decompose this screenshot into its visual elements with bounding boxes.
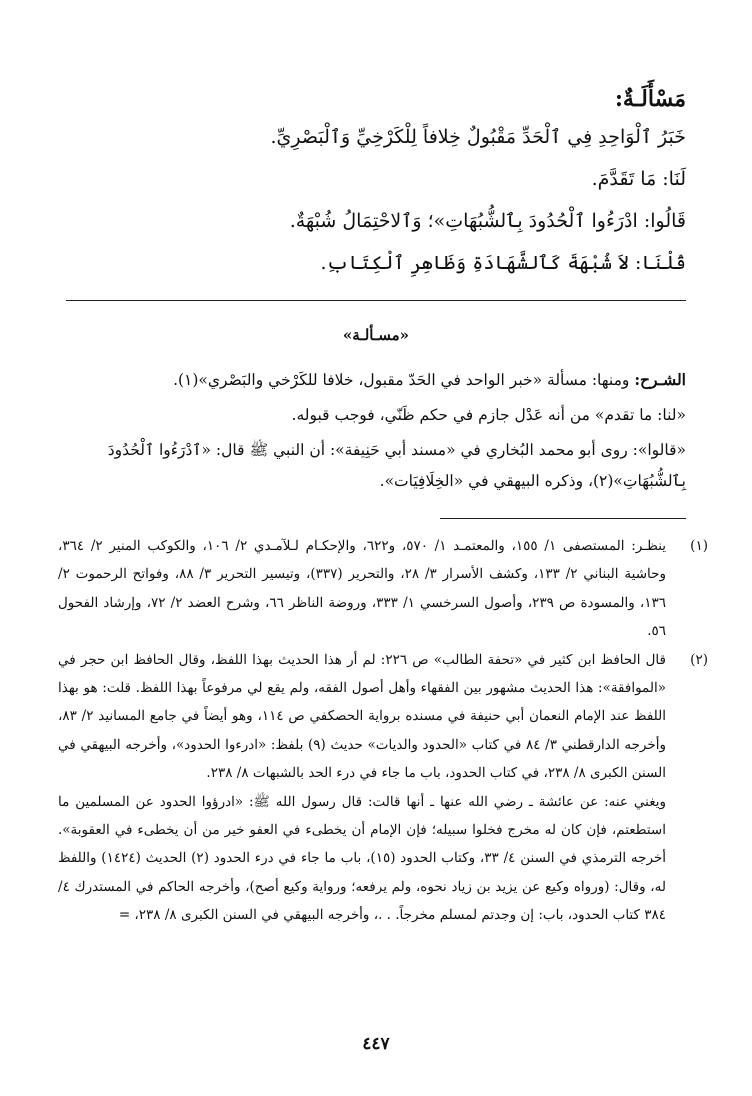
- page-number: ٤٤٧: [362, 1034, 390, 1054]
- sharh-text: «قالوا»: روى أبو محمد البُخاري في «مسند أبي حَنِيفة»: أن النبي ﷺ قال: «ٱدْرَءُوا ٱلْحُدُودَ بِٱلشُّبُهَاتِ»(٢)، وذكره البيهقي في «الخِلَافِيَات».: [107, 441, 686, 490]
- sharh-text: «لنا: ما تقدم» من أنه عَدْل جازم في حكم ظَنّي، فوجب قبوله.: [291, 406, 686, 424]
- matn-divider: [66, 300, 686, 301]
- sharh-paragraph: [66, 400, 686, 431]
- sharh-text: ومنها: مسألة «خبر الواحد في الحَدّ مقبول، خلافا للكَرْخي والبَصْري»(١).: [173, 371, 635, 389]
- footnote-text: ينظـر: المستصفى ١/ ١٥٥، والمعتمـد ١/ ٥٧٠، و٦٢٢، والإحكـام لـلآمـدي ٢/ ١٠٦، والكوكب المنير ٢/ ٣٦٤، وحاشية البناني ٢/ ١٣٣، وكشف الأسرار ٣/ ٢٨، والتحرير (٣٣٧)، وتيسير التحرير ٣/ ٨٨، وفواتح الرحموت ٢/ ١٣٦، والمسودة ص ٢٣٩، وأصول السرخسي ١/ ٣٣٣، وروضة الناظر ٦٦، وشرح العضد ٢/ ٧٢، وإرشاد الفحول ٥٦.: [58, 538, 667, 640]
- footnote-body: [58, 646, 666, 930]
- footnotes: [58, 532, 708, 930]
- footnote-text: ويغني عنه: عن عائشة ـ رضي الله عنها ـ أنها قالت: قال رسول الله ﷺ: «ادرؤوا الحدود عن المسلمين ما استطعتم، فإن كان له مخرج فخلوا سبيله؛ فإن الإمام أن يخطىء في العفو خير من أن يخطىء في العقوبة». أخرجه الترمذي في السنن ٤/ ٣٣، وكتاب الحدود (١٥)، باب ما جاء في درء الحدود (٢) الحديث (١٤٢٤) واللفظ له، وقال: (ورواه وكيع عن يزيد بن زياد نحوه، ولم يرفعه؛ ورواية وكيع أصح)، وأخرجه الحاكم في المستدرك ٤/ ٣٨٤ كتاب الحدود، باب: إن وجدتم لمسلم مخرجاً. . .، وأخرجه البيهقي في السنن الكبرى ٨/ ٢٣٨، =: [58, 793, 667, 924]
- matn-line: خَبَرُ ٱلْوَاحِدِ فِي ٱلْحَدِّ مَقْبُولٌ خِلافاً لِلْكَرْخِيِّ وَٱلْبَصْرِيِّ.: [270, 126, 686, 148]
- sharh-block: [66, 364, 686, 501]
- footnote-number: (٢): [690, 651, 708, 668]
- footnote-divider: [440, 518, 686, 519]
- matn-line: قُلْنَا: لاَ شُبْهَةَ كَٱلشَّهَادَةِ وَظَاهِرِ ٱلْكِتَابِ.: [320, 252, 686, 274]
- footnote: [58, 646, 708, 930]
- footnote-body: [58, 532, 666, 646]
- footnote: [58, 532, 708, 646]
- sharh-paragraph: [66, 364, 686, 396]
- footnote-number: (١): [690, 538, 708, 554]
- sharh-title: «مسـألـة»: [342, 326, 410, 344]
- footnote-text: قال الحافظ ابن كثير في «تحفة الطالب» ص ٢٢٦: لم أر هذا الحديث بهذا اللفظ، وقال الحافظ ابن حجر في «الموافقة»: هذا الحديث مشهور بين الفقهاء وأهل أصول الفقه، ولم يقع لي مرفوعاً بهذا اللفظ. قلت: هو بهذا اللفظ عند الإمام النعمان أبي حنيفة في مسنده برواية الحصكفي ص ١١٤، وهو أيضاً في جامع المسانيد ٢/ ٨٣، وأخرجه الدارقطني ٣/ ٨٤ في كتاب «الحدود والديات» حديث (٩) بلفظ: «ادرءوا الحدود»، وأخرجه البيهقي في السنن الكبرى ٨/ ٢٣٨، في كتاب الحدود، باب ما جاء في درء الحد بالشبهات ٨/ ٢٣٨.: [58, 651, 667, 782]
- sharh-paragraph: [66, 435, 686, 497]
- matn-line: لَنَا: مَا تَقَدَّمَ.: [591, 168, 686, 190]
- matn-block: [60, 82, 686, 284]
- sharh-lead: الشـرح:: [634, 370, 686, 389]
- matn-title: مَسْأَلَـةٌ:: [614, 86, 686, 112]
- matn-line: قَالُوا: ادْرَءُوا ٱلْحُدُودَ بِٱلشُّبُهَاتِ»؛ وَٱلاحْتِمَالُ شُبْهَةٌ.: [289, 210, 686, 232]
